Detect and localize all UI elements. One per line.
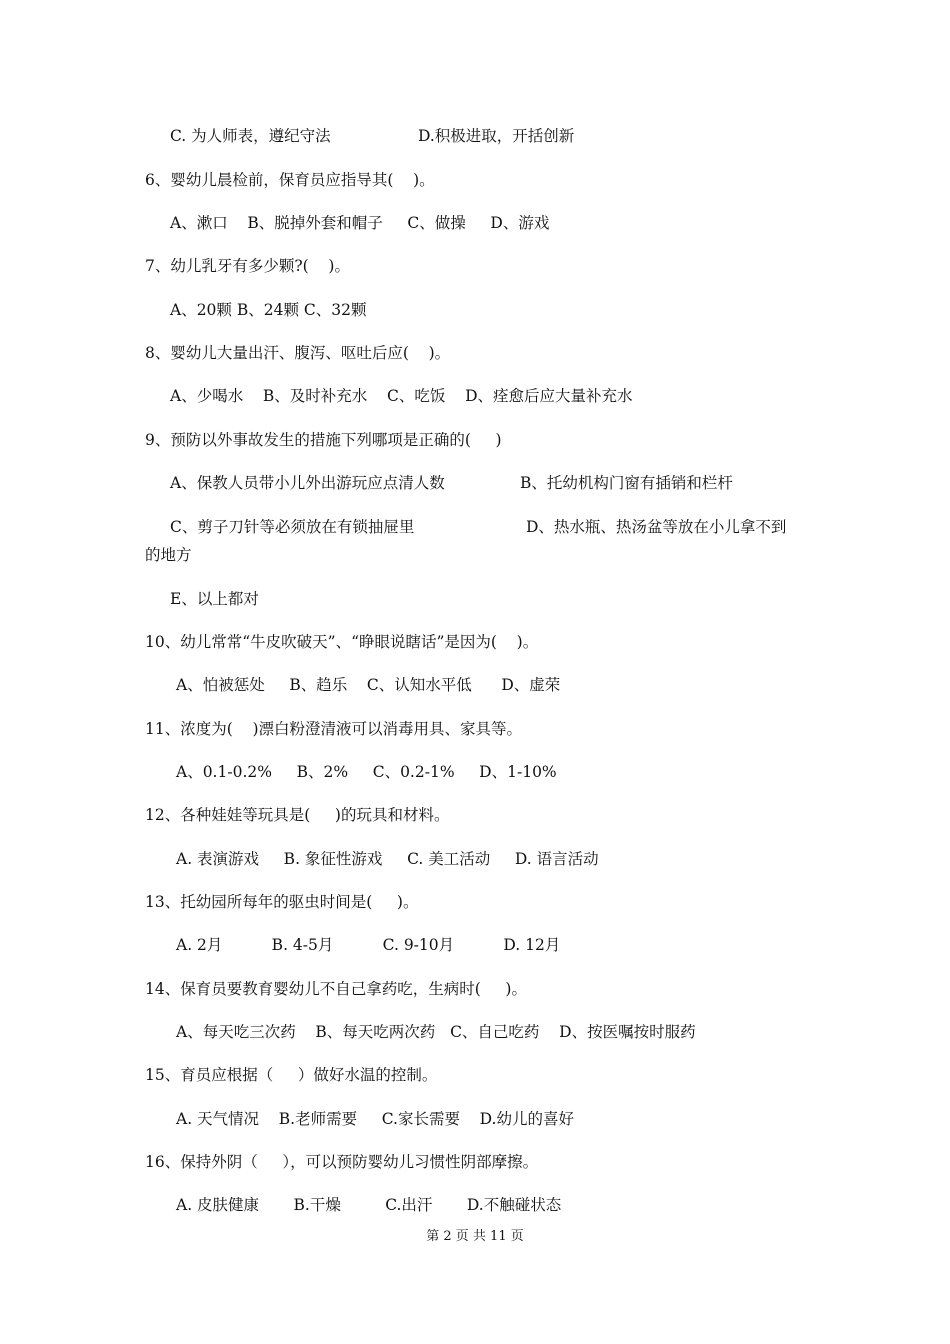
q14-options: A、每天吃三次药 B、每天吃两次药 C、自己吃药 D、按医嘱按时服药 xyxy=(176,1023,696,1041)
q15-options: A. 天气情况 B.老师需要 C.家长需要 D.幼儿的喜好 xyxy=(176,1110,574,1128)
q6-options: A、漱口 B、脱掉外套和帽子 C、做操 D、游戏 xyxy=(170,214,550,232)
q15-question: 15、育员应根据（ ）做好水温的控制。 xyxy=(145,1066,438,1084)
q13-question: 13、托幼园所每年的驱虫时间是( )。 xyxy=(145,893,419,911)
q10-question: 10、幼儿常常“牛皮吹破天”、“睁眼说瞎话”是因为( )。 xyxy=(145,633,539,651)
q9-option-b: B、托幼机构门窗有插销和栏杆 xyxy=(520,474,733,492)
q6-question: 6、婴幼儿晨检前，保育员应指导其( )。 xyxy=(145,171,435,189)
q12-question: 12、各种娃娃等玩具是( )的玩具和材料。 xyxy=(145,806,450,824)
q9-option-d: D、热水瓶、热汤盆等放在小儿拿不到 xyxy=(526,518,787,536)
q9-option-e: E、以上都对 xyxy=(170,590,259,608)
q7-options: A、20颗 B、24颗 C、32颗 xyxy=(170,301,367,319)
q16-question: 16、保持外阴（ ），可以预防婴幼儿习惯性阴部摩擦。 xyxy=(145,1153,539,1171)
page-footer: 第 2 页 共 11 页 xyxy=(426,1229,524,1244)
q8-options: A、少喝水 B、及时补充水 C、吃饭 D、痊愈后应大量补充水 xyxy=(170,387,633,405)
q7-question: 7、幼儿乳牙有多少颗?( )。 xyxy=(145,257,350,275)
q8-question: 8、婴幼儿大量出汗、腹泻、呕吐后应( )。 xyxy=(145,344,451,362)
q16-options: A. 皮肤健康 B.干燥 C.出汗 D.不触碰状态 xyxy=(176,1196,562,1214)
q11-question: 11、浓度为( )漂白粉澄清液可以消毒用具、家具等。 xyxy=(145,720,523,738)
q9-option-d-continued: 的地方 xyxy=(145,546,192,564)
q12-options: A. 表演游戏 B. 象征性游戏 C. 美工活动 D. 语言活动 xyxy=(176,850,599,868)
q5-option-c: C. 为人师表，遵纪守法 xyxy=(170,127,331,145)
q9-option-a: A、保教人员带小儿外出游玩应点清人数 xyxy=(170,474,445,492)
q10-options: A、怕被惩处 B、趋乐 C、认知水平低 D、虚荣 xyxy=(176,676,561,694)
q9-question: 9、预防以外事故发生的措施下列哪项是正确的( ) xyxy=(145,431,502,449)
q14-question: 14、保育员要教育婴幼儿不自己拿药吃，生病时( )。 xyxy=(145,980,527,998)
q9-option-c: C、剪子刀针等必须放在有锁抽屉里 xyxy=(170,518,415,536)
q5-option-d: D.积极进取，开括创新 xyxy=(418,127,575,145)
q13-options: A. 2月 B. 4-5月 C. 9-10月 D. 12月 xyxy=(176,936,561,954)
q11-options: A、0.1-0.2% B、2% C、0.2-1% D、1-10% xyxy=(176,763,557,781)
